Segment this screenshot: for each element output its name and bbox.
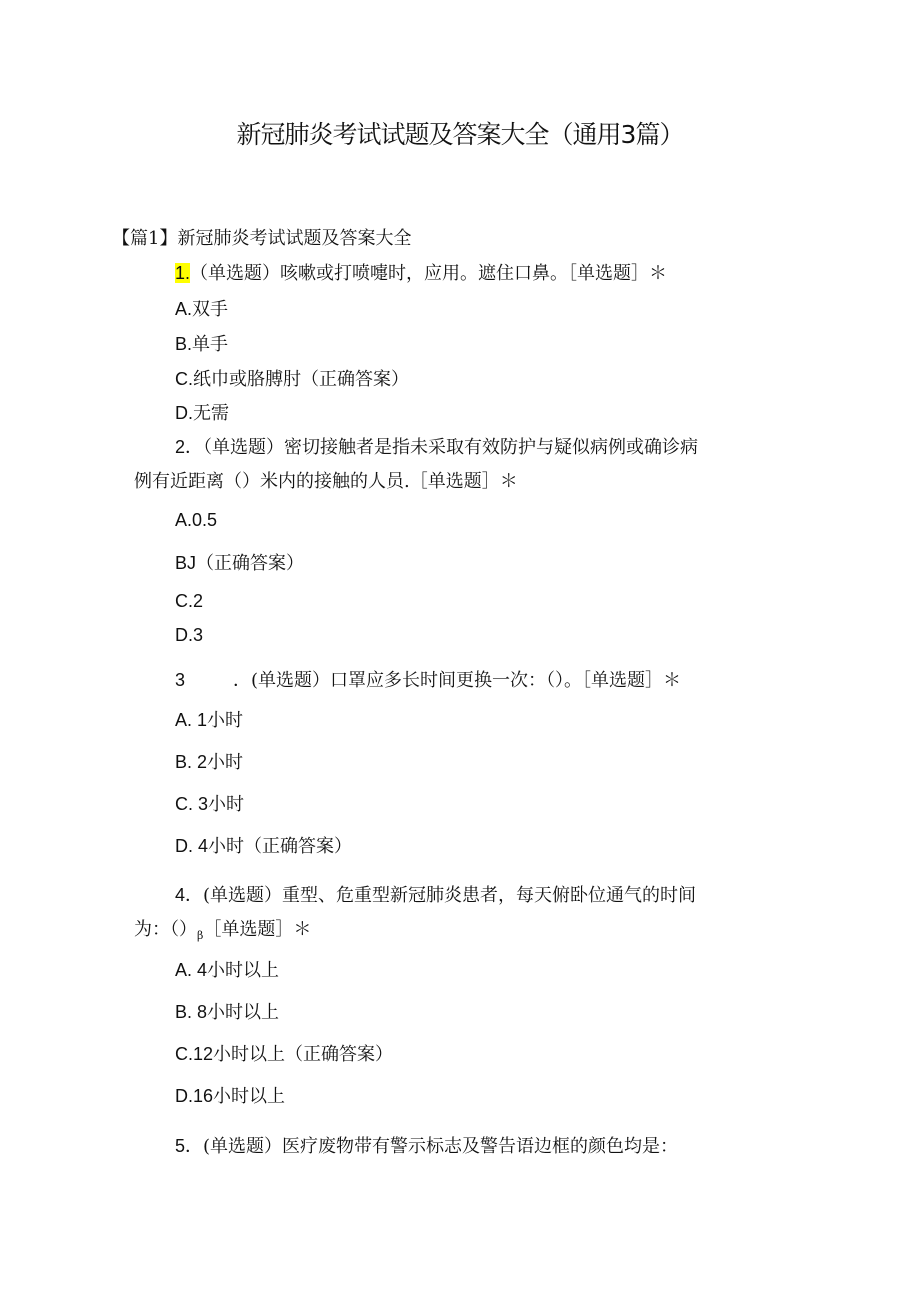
option-a: A.0.5 [175, 510, 218, 530]
option-a: A. 1小时 [175, 710, 244, 730]
question-2-continued: 例有近距离（）米内的接触的人员.［单选题］＊ [134, 471, 518, 492]
option-b: BJ（正确答案） [175, 553, 305, 573]
option-d: D.3 [175, 625, 204, 645]
question-text: ．（单选题）密切接触者是指未采取有效防护与疑似病例或确诊病 [185, 437, 699, 458]
question-number: 1. [175, 263, 191, 283]
question-2 [175, 434, 698, 461]
section-heading: 【篇1】新冠肺炎考试试题及答案大全 [112, 228, 412, 249]
question-text: ．(单选题）医疗废物带有警示标志及警告语边框的颜色均是： [185, 1136, 679, 1157]
question-4-continued: 为：$()_\beta[$单选题］＊ [134, 919, 312, 942]
option-c: C.2 [175, 591, 204, 611]
question-number: 4 [175, 885, 186, 905]
option-b: B.单手 [175, 334, 229, 354]
question-text: ．(单选题）重型、危重型新冠肺炎患者，每天俯卧位通气的时间 [185, 885, 697, 906]
question-number: 2 [175, 437, 186, 457]
option-c: C.纸巾或胳膊肘（正确答案） [175, 369, 409, 389]
question-text: ．(单选题）口罩应多长时间更换一次：（）。［单选题］＊ [233, 670, 682, 691]
question-number: 5 [175, 1136, 186, 1156]
option-a: A. 4小时以上 [175, 960, 280, 980]
question-3 [175, 667, 681, 694]
question-5 [175, 1133, 678, 1160]
option-a: A.双手 [175, 299, 229, 319]
option-d: D.无需 [175, 403, 229, 423]
question-1 [175, 260, 667, 287]
question-text: （单选题）咳嗽或打喷嚏时，应用。遮住口鼻。［单选题］＊ [190, 263, 668, 284]
option-c: C. 3小时 [175, 794, 245, 814]
question-number: 3 [175, 670, 186, 690]
option-b: B. 8小时以上 [175, 1002, 280, 1022]
question-4 [175, 882, 696, 909]
option-c: C.12小时以上（正确答案） [175, 1044, 394, 1064]
option-d: D.16小时以上 [175, 1086, 286, 1106]
document-title: 新冠肺炎考试试题及答案大全（通用3篇） [236, 120, 684, 149]
option-d: D. 4小时（正确答案） [175, 836, 353, 856]
option-b: B. 2小时 [175, 752, 244, 772]
